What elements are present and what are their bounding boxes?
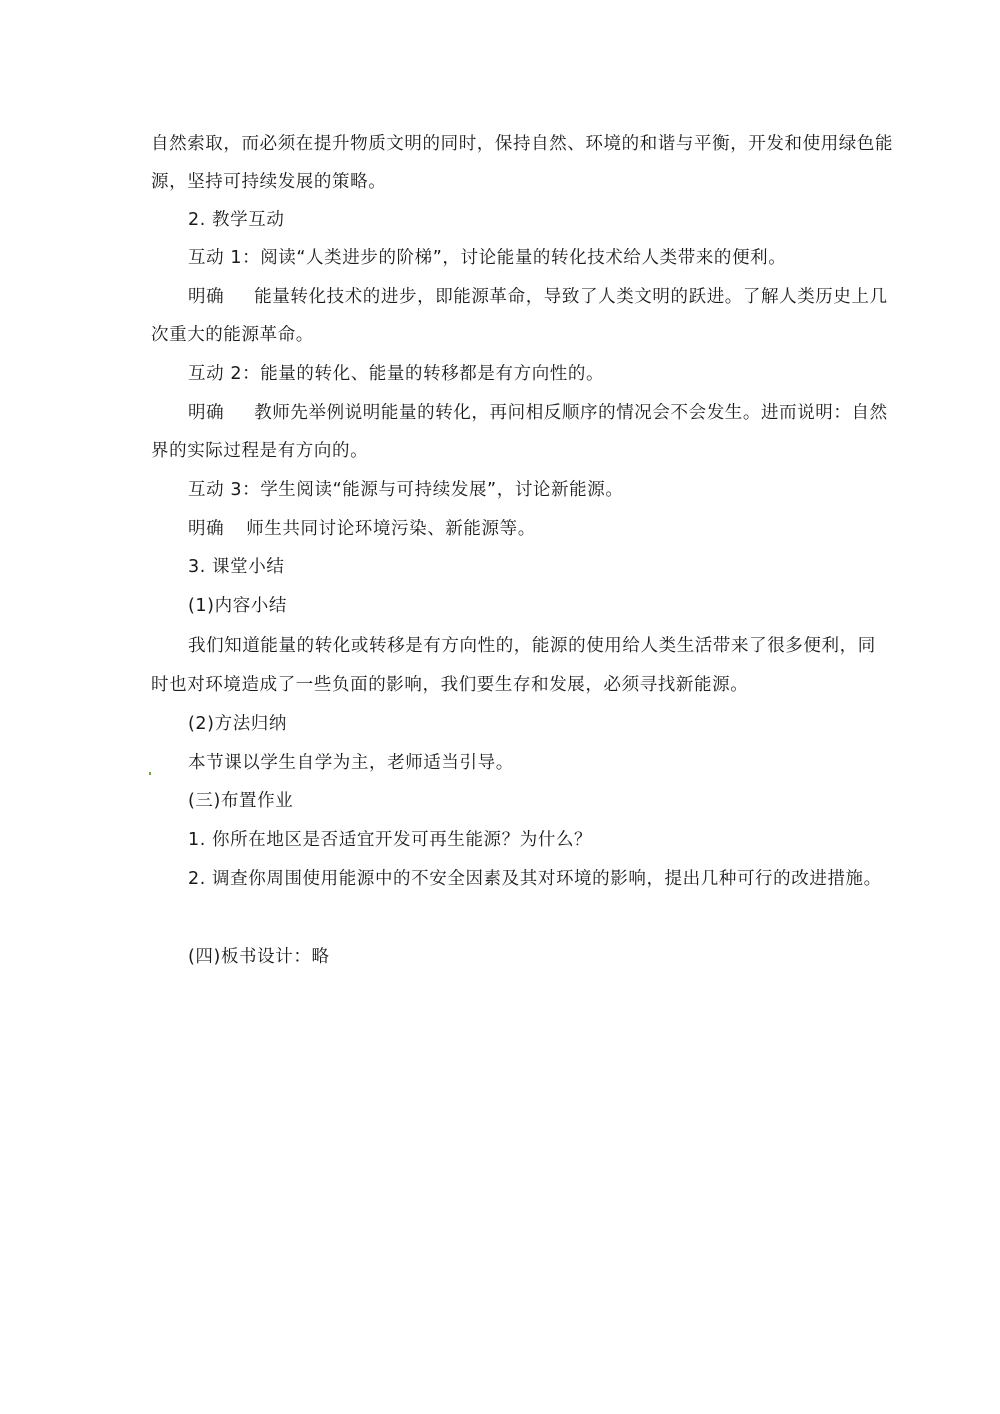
paragraph-line: 源，坚持可持续发展的策略。 <box>151 172 387 192</box>
interaction-3: 互动 3：学生阅读“能源与可持续发展”，讨论新能源。 <box>188 480 624 500</box>
section-heading-class-summary: 3. 课堂小结 <box>188 557 285 577</box>
subheading-content-summary: (1)内容小结 <box>188 596 287 616</box>
clarification-3 <box>188 517 536 541</box>
paragraph-line: 我们知道能量的转化或转移是有方向性的，能源的使用给人类生活带来了很多便利，同 <box>188 636 876 656</box>
paragraph-line: 次重大的能源革命。 <box>151 325 314 345</box>
clarification-label: 明确 <box>188 287 225 307</box>
clarification-text: 教师先举例说明能量的转化，再问相反顺序的情况会不会发生。进而说明：自然 <box>254 403 888 423</box>
subheading-method-summary: (2)方法归纳 <box>188 714 287 734</box>
paragraph-line: 本节课以学生自学为主，老师适当引导。 <box>188 753 514 773</box>
paragraph-line: 时也对环境造成了一些负面的影响，我们要生存和发展，必须寻找新能源。 <box>151 675 749 695</box>
section-heading-homework: (三)布置作业 <box>188 791 294 811</box>
interaction-2: 互动 2：能量的转化、能量的转移都是有方向性的。 <box>188 364 605 384</box>
clarification-text: 师生共同讨论环境污染、新能源等。 <box>246 519 536 539</box>
scan-speck <box>149 772 151 775</box>
clarification-text: 能量转化技术的进步，即能源革命，导致了人类文明的跃进。了解人类历史上几 <box>254 287 888 307</box>
paragraph-line: 界的实际过程是有方向的。 <box>151 441 369 461</box>
clarification-label: 明确 <box>188 519 225 539</box>
homework-item-2: 2. 调查你周围使用能源中的不安全因素及其对环境的影响，提出几种可行的改进措施。 <box>188 869 882 889</box>
interaction-1: 互动 1：阅读“人类进步的阶梯”，讨论能量的转化技术给人类带来的便利。 <box>188 248 787 268</box>
homework-item-1: 1. 你所在地区是否适宜开发可再生能源？为什么？ <box>188 830 593 850</box>
clarification-2 <box>188 401 888 425</box>
paragraph-line: 自然索取，而必须在提升物质文明的同时，保持自然、环境的和谐与平衡，开发和使用绿色能 <box>151 134 894 154</box>
clarification-label: 明确 <box>188 403 225 423</box>
section-heading-teaching-interaction: 2. 教学互动 <box>188 210 285 230</box>
section-heading-board-design: (四)板书设计：略 <box>188 947 330 967</box>
clarification-1 <box>188 285 888 309</box>
